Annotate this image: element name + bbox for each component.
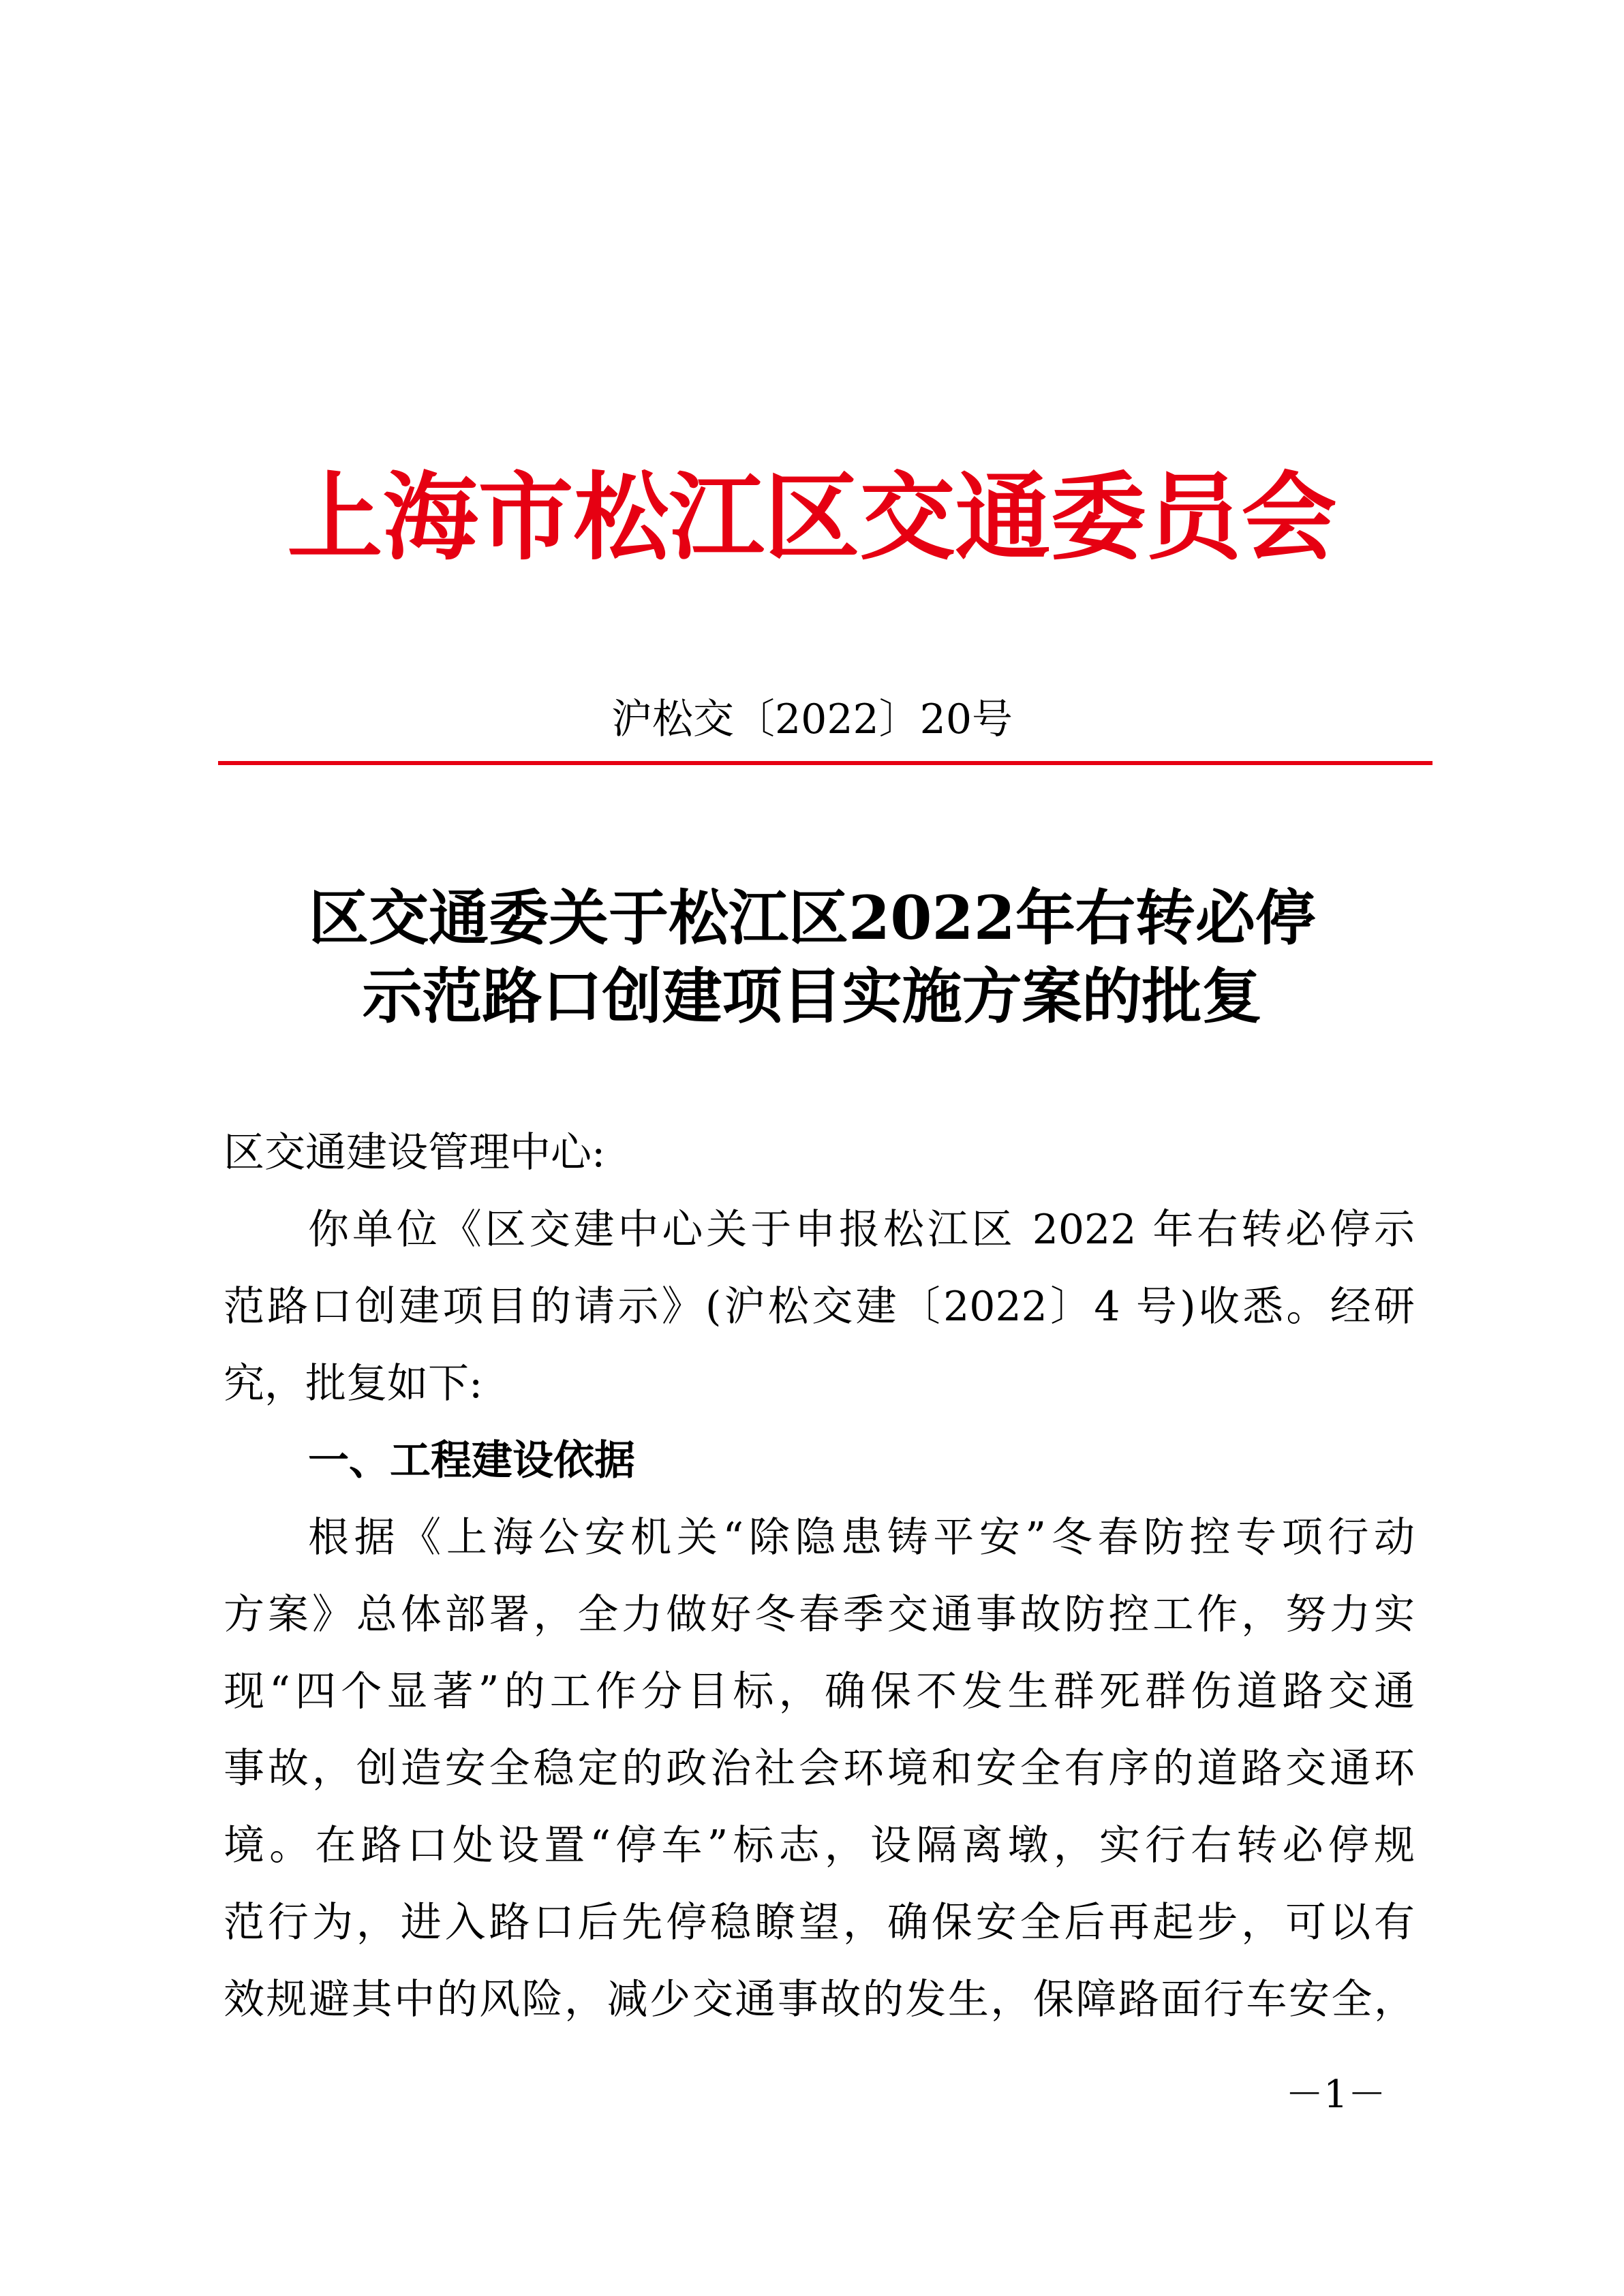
issuing-organization: 上海市松江区交通委员会 [287, 462, 1337, 574]
paragraph-line: 事故，创造安全稳定的政治社会环境和安全有序的道路交通环 [224, 1745, 1415, 1793]
paragraph-line: 范行为，进入路口后先停稳瞭望，确保安全后再起步，可以有 [224, 1899, 1415, 1946]
document-title-line-2: 示范路口创建项目实施方案的批复 [362, 961, 1262, 1031]
page-number: －1－ [1285, 2073, 1386, 2117]
addressee: 区交通建设管理中心: [224, 1129, 606, 1177]
paragraph-line: 效规避其中的风险，减少交通事故的发生，保障路面行车安全， [224, 1976, 1415, 2023]
paragraph-line: 你单位《区交建中心关于申报松江区 2022 年右转必停示 [308, 1206, 1415, 1254]
paragraph-line: 方案》总体部署，全力做好冬春季交通事故防控工作，努力实 [224, 1591, 1415, 1639]
paragraph-line: 境。在路口处设置“停车”标志，设隔离墩，实行右转必停规 [224, 1822, 1415, 1870]
paragraph-line: 根据《上海公安机关“除隐患铸平安”冬春防控专项行动 [308, 1514, 1415, 1562]
red-divider-line [218, 761, 1433, 765]
document-title-line-1: 区交通委关于松江区2022年右转必停 [309, 882, 1315, 953]
document-number: 沪松交〔2022〕20号 [611, 696, 1013, 743]
section-heading: 一、工程建设依据 [308, 1437, 635, 1485]
paragraph-line: 现“四个显著”的工作分目标，确保不发生群死群伤道路交通 [224, 1668, 1415, 1716]
paragraph-line: 范路口创建项目的请示》(沪松交建〔2022〕4 号)收悉。经研 [224, 1283, 1415, 1331]
paragraph-line: 究，批复如下: [224, 1360, 483, 1408]
